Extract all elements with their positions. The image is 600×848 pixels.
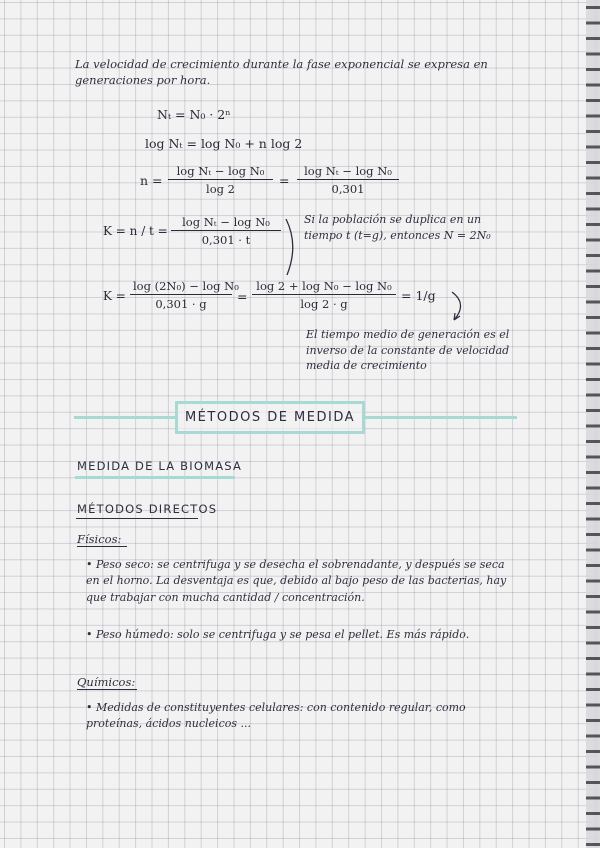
underline-fisicos: [77, 546, 127, 547]
fraction-n-2: [297, 164, 399, 196]
fraction-n-1-numerator: log Nₜ − log N₀: [168, 164, 273, 180]
underline-metodos-directos: [76, 518, 198, 519]
fraction-k-1-numerator: log Nₜ − log N₀: [171, 215, 281, 231]
curved-arrow-icon: [446, 290, 476, 326]
spiral-binding: [586, 0, 600, 848]
fraction-k-2-numerator: log (2N₀) − log N₀: [130, 279, 232, 295]
fraction-k-2-denominator: 0,301 · g: [155, 297, 207, 311]
fraction-k-1-denominator: 0,301 · t: [201, 233, 251, 247]
fraction-k-3-denominator: log 2 · g: [300, 297, 348, 311]
section-title: MÉTODOS DE MEDIDA: [175, 401, 365, 434]
equation-log: log Nₜ = log N₀ + n log 2: [145, 136, 303, 151]
fraction-k-3-numerator: log 2 + log N₀ − log N₀: [252, 279, 396, 295]
fraction-n-1-denominator: log 2: [206, 182, 235, 196]
equation-exponential: Nₜ = N₀ · 2ⁿ: [157, 107, 231, 122]
intro-text: La velocidad de crecimiento durante la fase exponencial se expresa en generaciones por hora.: [75, 57, 488, 88]
fraction-n-1: [168, 164, 273, 196]
fraction-k-1: [171, 215, 281, 247]
label-quimicos: Químicos:: [77, 675, 136, 689]
fraction-n-2-denominator: 0,301: [331, 182, 365, 196]
label-fisicos: Físicos:: [77, 532, 122, 546]
equation-k-lhs: K = n / t =: [103, 224, 168, 238]
equals-sign-2: =: [237, 289, 248, 304]
bullet-peso-seco: • Peso seco: se centrifuga y se desecha el sobrenadante, y después se seca en el horno. La desventaja es que, debido al bajo peso de las bacterias, hay que trabajar con mucha cantidad / concentración.: [86, 558, 507, 604]
subheading-biomasa: MEDIDA DE LA BIOMASA: [77, 459, 243, 473]
underline-biomasa: [75, 476, 235, 479]
fraction-k-3: [252, 279, 396, 311]
subheading-metodos-directos: MÉTODOS DIRECTOS: [77, 502, 218, 516]
bullet-peso-humedo: • Peso húmedo: solo se centrifuga y se pesa el pellet. Es más rápido.: [86, 628, 470, 641]
fraction-k-2: [130, 279, 239, 311]
fraction-n-2-numerator: log Nₜ − log N₀: [297, 164, 399, 180]
underline-quimicos: [77, 689, 137, 690]
side-note: Si la población se duplica en un tiempo t (t=g), entonces N = 2N₀: [304, 213, 491, 242]
bracket-brace: [283, 217, 303, 277]
bullet-constituyentes: • Medidas de constituyentes celulares: con contenido regular, como proteínas, ácidos nucleicos ...: [86, 701, 466, 731]
bottom-note: El tiempo medio de generación es el inverso de la constante de velocidad media de crecimiento: [306, 328, 510, 372]
result-one-over-g: = 1/g: [401, 288, 436, 303]
section-line-right: [365, 416, 517, 419]
equals-sign-1: =: [279, 173, 290, 188]
equation-n-lhs: n =: [140, 173, 163, 188]
section-line-left: [74, 416, 175, 419]
equation-k2-lhs: K =: [103, 289, 126, 303]
